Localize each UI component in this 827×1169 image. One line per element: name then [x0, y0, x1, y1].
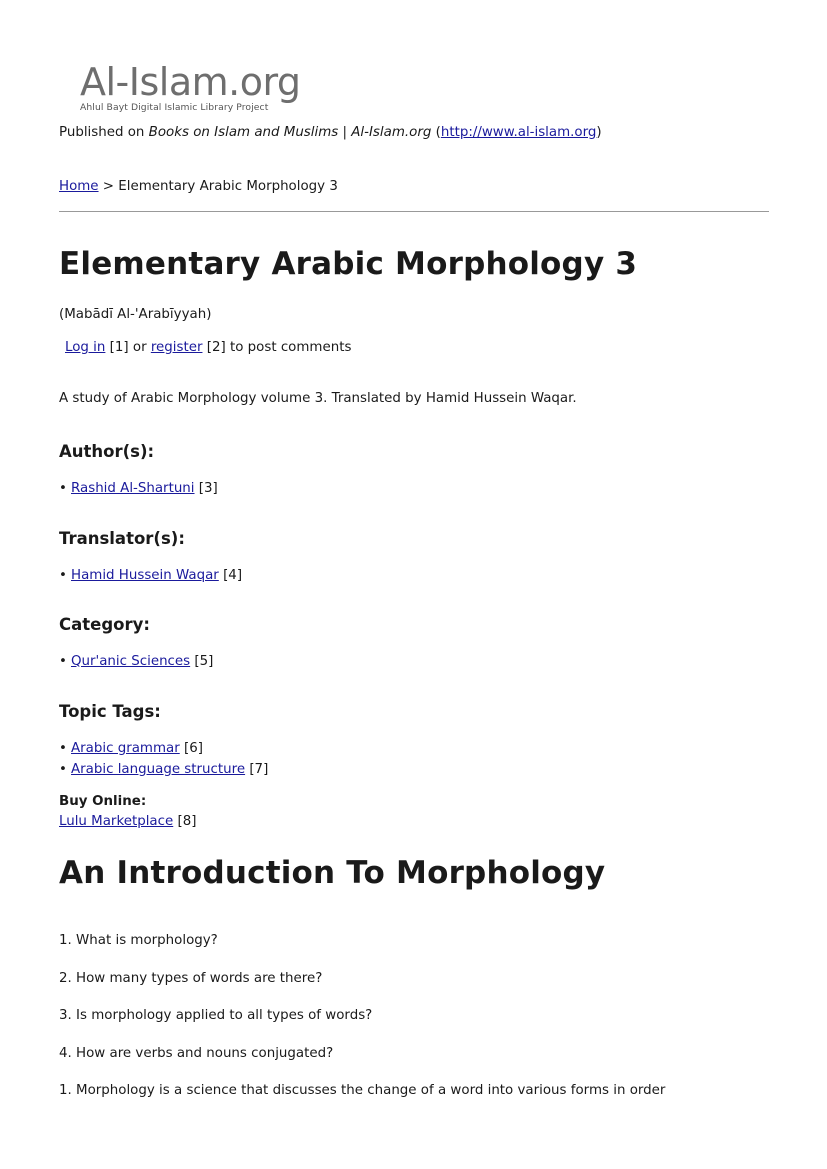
site-logo[interactable]	[80, 60, 320, 120]
list-item	[59, 739, 268, 760]
breadcrumb-current: Elementary Arabic Morphology 3	[118, 179, 338, 194]
published-paren-close: )	[596, 125, 602, 140]
authors-heading: Author(s):	[59, 442, 155, 461]
page-title: Elementary Arabic Morphology 3	[59, 246, 638, 282]
ref-number: [8]	[173, 814, 197, 829]
ref-number: [6]	[179, 741, 203, 756]
ref-number: [4]	[218, 568, 243, 583]
category-heading: Category:	[59, 615, 150, 634]
header-divider	[59, 211, 769, 212]
body-line: 4. How are verbs and nouns conjugated?	[59, 1046, 334, 1061]
body-line: 2. How many types of words are there?	[59, 971, 323, 986]
published-site: Books on Islam and Muslims | Al-Islam.org	[148, 125, 432, 140]
bullet-icon: •	[59, 761, 67, 777]
author-link[interactable]: Rashid Al-Shartuni	[71, 481, 195, 496]
tag-link[interactable]: Arabic language structure	[71, 761, 246, 777]
bullet-icon: •	[59, 654, 67, 669]
ref-number: [3]	[194, 481, 218, 496]
book-description: A study of Arabic Morphology volume 3. Translated by Hamid Hussein Waqar.	[59, 391, 577, 406]
ref-number: [5]	[190, 654, 214, 669]
published-prefix: Published on	[59, 125, 149, 140]
translators-list	[59, 566, 242, 587]
login-prompt	[65, 340, 351, 355]
ref-number: [7]	[245, 761, 269, 777]
logo-subtitle: Ahlul Bayt Digital Islamic Library Project	[80, 102, 269, 113]
list-item	[59, 652, 213, 673]
lulu-marketplace-link[interactable]: Lulu Marketplace	[59, 814, 174, 829]
bullet-icon: •	[59, 481, 67, 496]
translator-link[interactable]: Hamid Hussein Waqar	[71, 568, 219, 583]
bullet-icon: •	[59, 568, 67, 583]
bullet-icon: •	[59, 741, 67, 756]
login-link[interactable]: Log in	[65, 340, 106, 355]
body-line: 1. What is morphology?	[59, 933, 218, 948]
page-subtitle: (Mabādī Al-'Arabīyyah)	[59, 307, 212, 322]
list-item	[59, 760, 268, 781]
breadcrumb-home-link[interactable]: Home	[59, 179, 99, 194]
breadcrumb-separator: >	[98, 179, 119, 194]
published-paren-open: (	[431, 125, 441, 140]
logo-text: Al-Islam.org	[80, 60, 301, 104]
tag-link[interactable]: Arabic grammar	[71, 741, 180, 756]
section-title: An Introduction To Morphology	[59, 855, 606, 891]
login-ref: [1] or	[105, 340, 151, 355]
register-ref: [2] to post comments	[202, 340, 352, 355]
list-item	[59, 566, 242, 587]
body-line: 3. Is morphology applied to all types of words?	[59, 1008, 373, 1023]
category-link[interactable]: Qur'anic Sciences	[71, 654, 191, 669]
body-line: 1. Morphology is a science that discusses the change of a word into various forms in order	[59, 1083, 666, 1098]
category-list	[59, 652, 213, 673]
register-link[interactable]: register	[150, 340, 203, 355]
topic-tags-heading: Topic Tags:	[59, 702, 161, 721]
authors-list	[59, 479, 218, 500]
buy-online-line	[59, 814, 196, 829]
buy-online-label: Buy Online:	[59, 794, 147, 809]
topic-tags-list	[59, 739, 268, 780]
list-item	[59, 479, 218, 500]
site-url-link[interactable]: http://www.al-islam.org	[440, 125, 597, 140]
published-line	[59, 125, 602, 140]
breadcrumb	[59, 179, 338, 194]
translators-heading: Translator(s):	[59, 529, 185, 548]
